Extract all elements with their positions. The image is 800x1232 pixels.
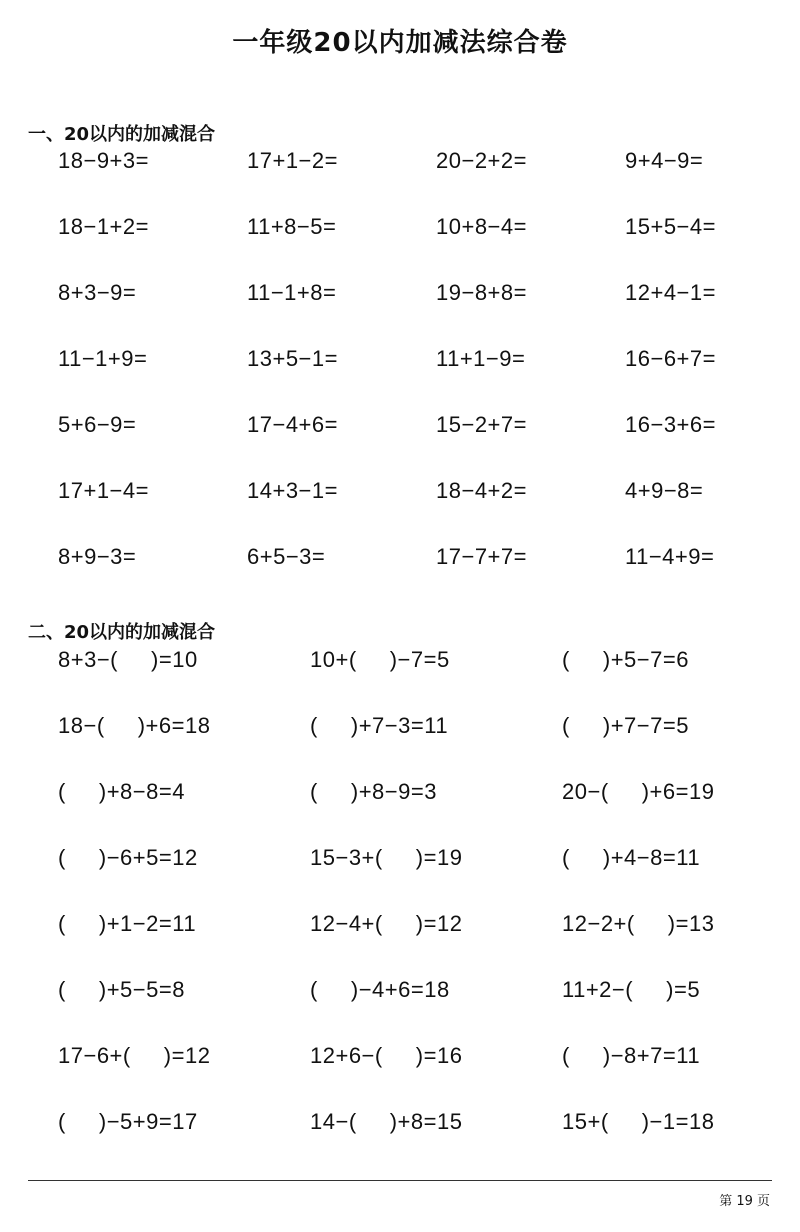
problem: 16−3+6= <box>625 412 716 437</box>
problem: 17+1−4= <box>58 478 149 503</box>
problem-row <box>0 412 800 452</box>
problem: 15+5−4= <box>625 214 716 239</box>
problem-row <box>0 214 800 254</box>
problem: 15+( )−1=18 <box>562 1109 715 1134</box>
problem: ( )+5−5=8 <box>58 977 185 1002</box>
problem-row <box>0 647 800 687</box>
problem: 12+6−( )=16 <box>310 1043 463 1068</box>
section-1-heading: 一、20以内的加减混合 <box>28 124 216 145</box>
problem: 18−( )+6=18 <box>58 713 211 738</box>
footer-divider <box>28 1180 772 1181</box>
problem-row <box>0 148 800 188</box>
problem: 6+5−3= <box>247 544 326 569</box>
problem: ( )−4+6=18 <box>310 977 450 1002</box>
page-title: 一年级20以内加减法综合卷 <box>232 28 568 58</box>
problem: 17−6+( )=12 <box>58 1043 211 1068</box>
problem-row <box>0 478 800 518</box>
problem: 12−4+( )=12 <box>310 911 463 936</box>
problem: 17−7+7= <box>436 544 527 569</box>
problem-row <box>0 1109 800 1149</box>
problem: 15−2+7= <box>436 412 527 437</box>
problem: 5+6−9= <box>58 412 137 437</box>
problem: ( )+8−9=3 <box>310 779 437 804</box>
problem: 11−4+9= <box>625 544 715 569</box>
problem-row <box>0 845 800 885</box>
problem: 4+9−8= <box>625 478 704 503</box>
problem: 18−4+2= <box>436 478 527 503</box>
problem: 11−1+8= <box>247 280 337 305</box>
problem: 11+8−5= <box>247 214 337 239</box>
problem: 12+4−1= <box>625 280 716 305</box>
problem: 11+1−9= <box>436 346 526 371</box>
problem: 20−2+2= <box>436 148 527 173</box>
problem: ( )+1−2=11 <box>58 911 197 936</box>
problem: ( )+8−8=4 <box>58 779 185 804</box>
problem: 9+4−9= <box>625 148 704 173</box>
problem: 8+9−3= <box>58 544 137 569</box>
problem: 16−6+7= <box>625 346 716 371</box>
problem: 11−1+9= <box>58 346 148 371</box>
page-number: 第 19 页 <box>719 1194 770 1209</box>
problem: ( )+7−3=11 <box>310 713 449 738</box>
problem: ( )+5−7=6 <box>562 647 689 672</box>
problem: ( )+7−7=5 <box>562 713 689 738</box>
problem: 11+2−( )=5 <box>562 977 701 1002</box>
problem-row <box>0 779 800 819</box>
problem: ( )−5+9=17 <box>58 1109 198 1134</box>
problem: 8+3−( )=10 <box>58 647 198 672</box>
problem: 12−2+( )=13 <box>562 911 715 936</box>
problem: 18−9+3= <box>58 148 149 173</box>
problem: 8+3−9= <box>58 280 137 305</box>
problem: 19−8+8= <box>436 280 527 305</box>
problem: 14−( )+8=15 <box>310 1109 463 1134</box>
problem: 18−1+2= <box>58 214 149 239</box>
problem-row <box>0 713 800 753</box>
problem-row <box>0 544 800 584</box>
section-2-heading: 二、20以内的加减混合 <box>28 622 216 643</box>
problem: 17−4+6= <box>247 412 338 437</box>
problem: 15−3+( )=19 <box>310 845 463 870</box>
problem-row <box>0 346 800 386</box>
problem: 14+3−1= <box>247 478 338 503</box>
problem-row <box>0 280 800 320</box>
problem: 10+( )−7=5 <box>310 647 450 672</box>
problem: ( )−6+5=12 <box>58 845 198 870</box>
problem-row <box>0 977 800 1017</box>
problem-row <box>0 911 800 951</box>
problem: 20−( )+6=19 <box>562 779 715 804</box>
problem: 17+1−2= <box>247 148 338 173</box>
problem-row <box>0 1043 800 1083</box>
problem: 10+8−4= <box>436 214 527 239</box>
problem: ( )−8+7=11 <box>562 1043 701 1068</box>
problem: ( )+4−8=11 <box>562 845 701 870</box>
problem: 13+5−1= <box>247 346 338 371</box>
